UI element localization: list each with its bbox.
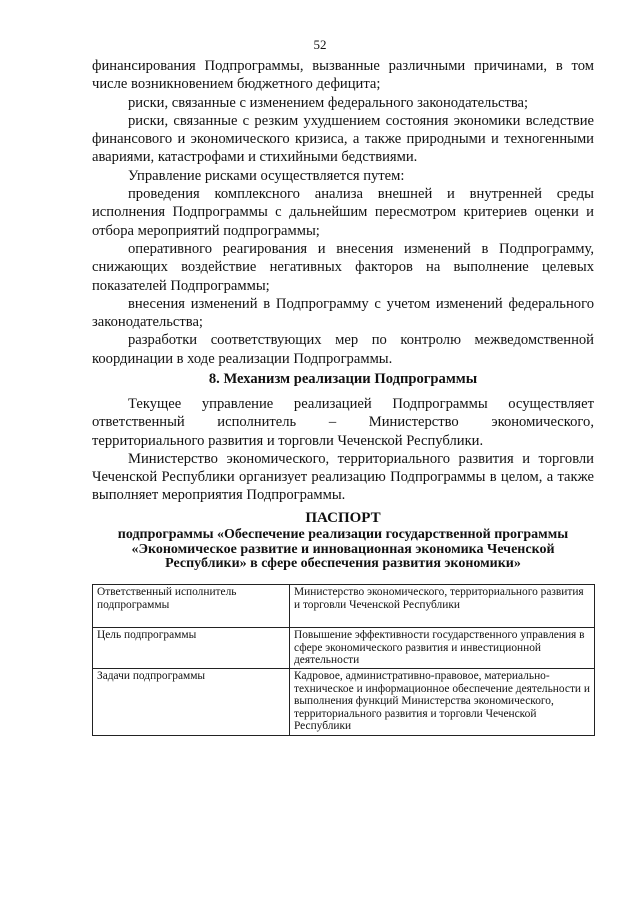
section-heading: 8. Механизм реализации Подпрограммы	[208, 371, 478, 387]
passport-subtitle	[92, 528, 594, 572]
table-row	[93, 669, 595, 736]
paragraph: внесения изменений в Подпрограмму с учетом изменений федерального законодательства;	[92, 295, 594, 331]
passport-table	[92, 584, 595, 736]
paragraph: Управление рисками осуществляется путем:	[128, 167, 405, 184]
passport-title: ПАСПОРТ	[305, 510, 381, 526]
row-value: Повышение эффективности государственного управления в сфере экономического развития и инвестиционной деятельности	[290, 628, 595, 669]
passport-subtitle-line: «Экономическое развитие и инновационная экономика Чеченской	[131, 541, 555, 557]
row-label: Ответственный исполнитель подпрограммы	[93, 585, 290, 628]
row-label: Цель подпрограммы	[93, 628, 290, 669]
page-number: 52	[313, 37, 327, 52]
row-label: Задачи подпрограммы	[93, 669, 290, 736]
paragraph: разработки соответствующих мер по контролю межведомственной координации в ходе реализации Подпрограммы.	[92, 332, 594, 367]
risk-section-text	[92, 57, 594, 368]
paragraph: риски, связанные с изменением федерального законодательства;	[128, 94, 529, 111]
passport-subtitle-line: подпрограммы «Обеспечение реализации государственной программы	[117, 527, 569, 542]
passport-subtitle-line: Республики» в сфере обеспечения развития экономики»	[165, 556, 521, 571]
paragraph: Текущее управление реализацией Подпрограммы осуществляет ответственный исполнитель – Министерство экономического, территориального развития и торговли Чеченской Республики.	[92, 396, 594, 449]
paragraph: Министерство экономического, территориального развития и торговли Чеченской Республики организует реализацию Подпрограммы в целом, а также выполняет мероприятия Подпрограммы.	[92, 450, 594, 504]
paragraph: риски, связанные с резким ухудшением состояния экономики вследствие финансового и экономического кризиса, а также природными и техногенными авариями, катастрофами и стихийными бедствиями.	[92, 112, 594, 166]
table-row	[93, 628, 595, 669]
row-value: Кадровое, административно-правовое, материально-техническое и информационное обеспечение деятельности и выполнения функций Министерства экономического, территориального развития и торговли Чеченской Республики	[290, 669, 595, 736]
mechanism-section-text	[92, 395, 594, 505]
paragraph: проведения комплексного анализа внешней и внутренней среды исполнения Подпрограммы с дальнейшим пересмотром критериев оценки и отбора мероприятий подпрограммы;	[92, 186, 594, 239]
paragraph: оперативного реагирования и внесения изменений в Подпрограмму, снижающих воздействие негативных факторов на выполнение целевых показателей Подпрограммы;	[92, 240, 594, 294]
paragraph: финансирования Подпрограммы, вызванные различными причинами, в том числе возникновением бюджетного дефицита;	[92, 58, 594, 93]
row-value: Министерство экономического, территориального развития и торговли Чеченской Республики	[290, 585, 595, 628]
table-row	[93, 585, 595, 628]
